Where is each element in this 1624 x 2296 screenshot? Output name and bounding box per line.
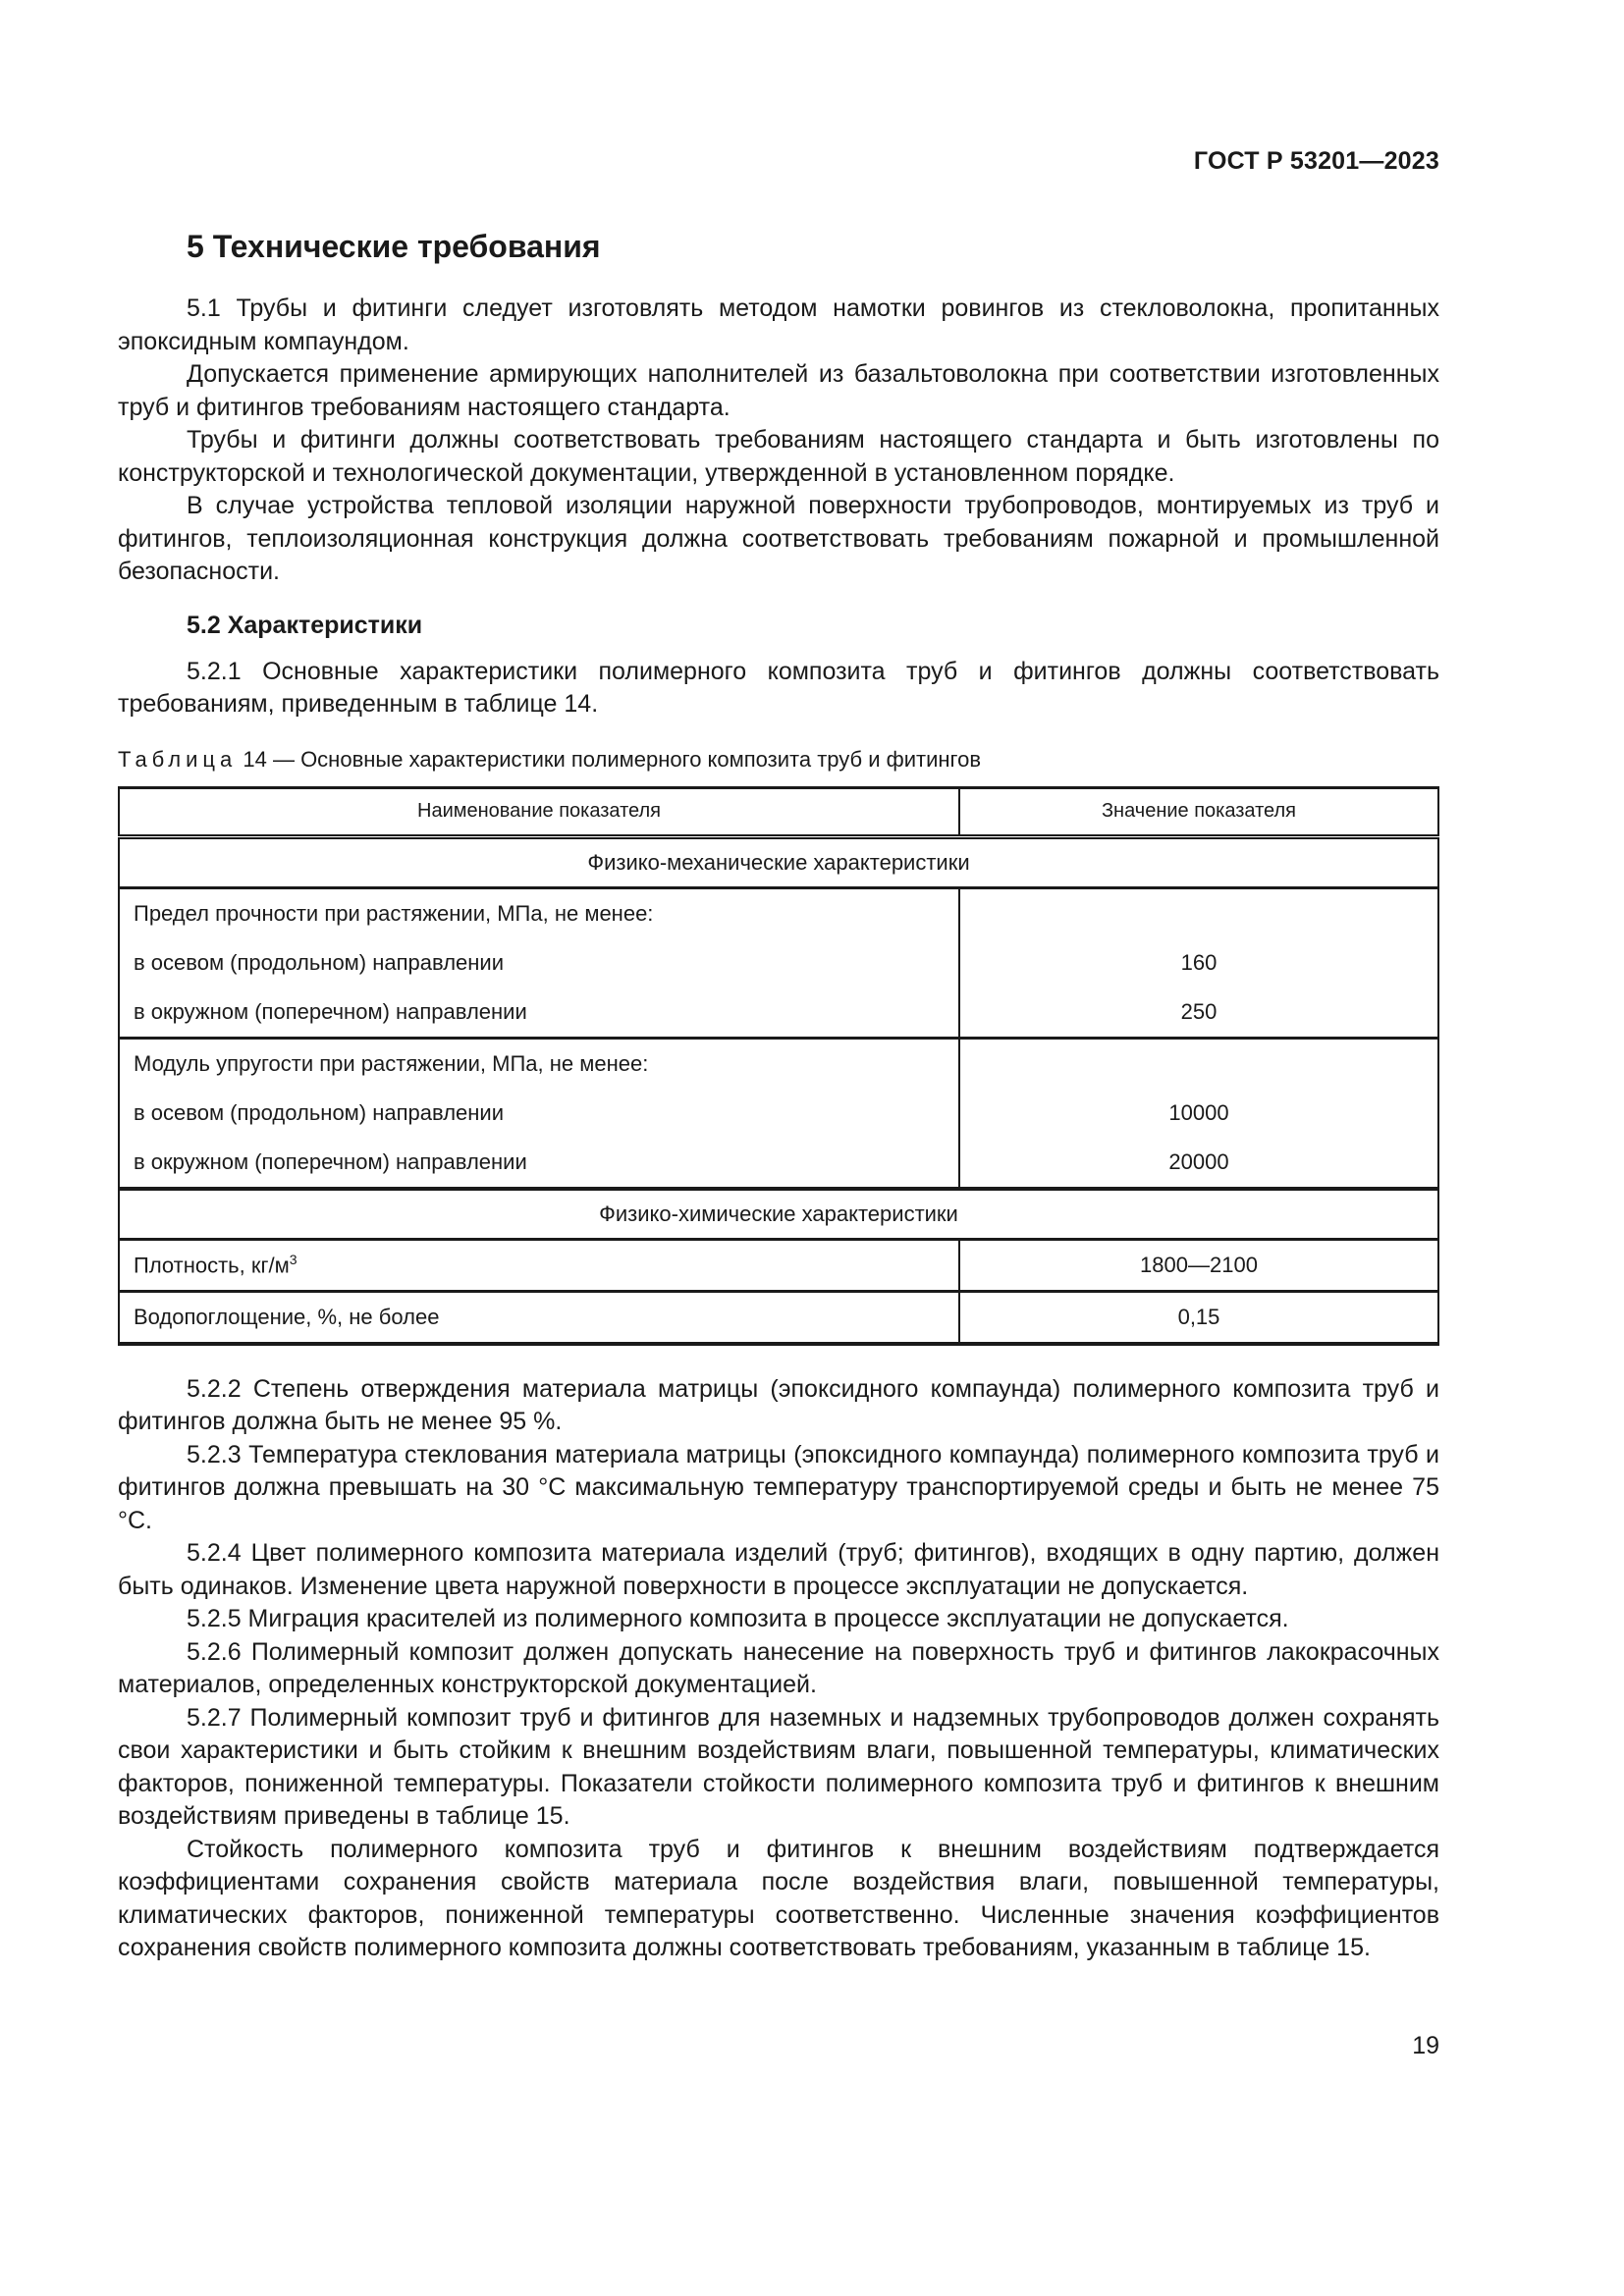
characteristics-table [118,786,1439,1346]
row-value: 20000 [959,1138,1438,1189]
group-title-mechanical: Физико-механические характеристики [119,836,1438,887]
row-name: в окружном (поперечном) направлении [119,1138,959,1189]
header-cell-name: Наименование показателя [119,787,959,836]
group-title-chemical: Физико-химические характеристики [119,1189,1438,1240]
table-group-row [119,836,1438,887]
page-number: 19 [1412,2032,1439,2059]
row-value [959,1038,1438,1089]
table-row [119,938,1438,988]
table-caption-label: Таблица [118,746,238,772]
row-name-density [119,1239,959,1291]
table-row [119,1038,1438,1089]
paragraph-resistance: Стойкость полимерного композита труб и фитингов к внешним воздействиям подтверждается коэффициентами сохранения свойств материала после воздействия влаги, повышенной температуры, климатических факторов, пониженной температуры соответственно. Численные значения коэффициентов сохранения свойств полимерного композита должны соответствовать требованиям, указанным в таблице 15. [118,1835,1439,1961]
row-name: Модуль упругости при растяжении, МПа, не менее: [119,1038,959,1089]
paragraph-5-2-2: 5.2.2 Степень отверждения материала матрицы (эпоксидного компаунда) полимерного композита труб и фитингов должна быть не менее 95 %. [118,1374,1439,1435]
page-content [118,222,1439,1965]
row-value: 160 [959,938,1438,988]
post-table-text [118,1373,1439,1965]
subsection-heading: 5.2 Характеристики [187,611,423,639]
row-value: 250 [959,988,1438,1039]
density-label: Плотность, кг/м [134,1253,290,1278]
paragraph-5-2-4: 5.2.4 Цвет полимерного композита материала изделий (труб; фитингов), входящих в одну партию, должен быть одинаков. Изменение цвета наружной поверхности в процессе эксплуатации не допускается. [118,1539,1439,1600]
paragraph-5-2-3: 5.2.3 Температура стеклования материала матрицы (эпоксидного компаунда) полимерного композита труб и фитингов должна превышать на 30 °C максимальную температуру транспортируемой среды и быть не менее 75 °C. [118,1440,1439,1534]
row-value: 0,15 [959,1291,1438,1344]
table-group-row [119,1189,1438,1240]
table-row [119,988,1438,1039]
header-cell-value: Значение показателя [959,787,1438,836]
table-row [119,1291,1438,1344]
table-row [119,1089,1438,1138]
density-superscript: 3 [289,1251,298,1267]
section-heading: 5 Технические требования [187,229,601,264]
document-id-header: ГОСТ Р 53201—2023 [1193,147,1439,175]
row-name: Предел прочности при растяжении, МПа, не менее: [119,887,959,938]
paragraph-documentation: Трубы и фитинги должны соответствовать требованиям настоящего стандарта и быть изготовлены по конструкторской и технологической документации, утвержденной в установленном порядке. [118,426,1439,487]
table-caption [118,745,1439,774]
row-value: 1800—2100 [959,1239,1438,1291]
table-row [119,1138,1438,1189]
table-header-row [119,787,1438,836]
row-value [959,887,1438,938]
row-name: в окружном (поперечном) направлении [119,988,959,1039]
paragraph-basalt: Допускается применение армирующих наполнителей из базальтоволокна при соответствии изготовленных труб и фитингов требованиям настоящего стандарта. [118,360,1439,421]
paragraph-5-1: 5.1 Трубы и фитинги следует изготовлять методом намотки ровингов из стекловолокна, пропитанных эпоксидным компаундом. [118,294,1439,355]
row-name: в осевом (продольном) направлении [119,1089,959,1138]
paragraph-5-2-1: 5.2.1 Основные характеристики полимерного композита труб и фитингов должны соответствовать требованиям, приведенным в таблице 14. [118,657,1439,718]
paragraph-5-2-5: 5.2.5 Миграция красителей из полимерного композита в процессе эксплуатации не допускается. [187,1605,1289,1632]
paragraph-insulation: В случае устройства тепловой изоляции наружной поверхности трубопроводов, монтируемых из труб и фитингов, теплоизоляционная конструкция должна соответствовать требованиям пожарной и промышленной безопасности. [118,492,1439,585]
paragraph-5-2-7: 5.2.7 Полимерный композит труб и фитингов для наземных и надземных трубопроводов должен сохранять свои характеристики и быть стойким к внешним воздействиям влаги, повышенной температуры, климатических факторов, пониженной температуры. Показатели стойкости полимерного композита труб и фитингов к внешним воздействиям приведены в таблице 15. [118,1703,1439,1830]
row-name: Водопоглощение, %, не более [119,1291,959,1344]
table-row [119,887,1438,938]
row-value: 10000 [959,1089,1438,1138]
paragraph-5-2-6: 5.2.6 Полимерный композит должен допускать нанесение на поверхность труб и фитингов лакокрасочных материалов, определенных конструкторской документацией. [118,1637,1439,1698]
table-caption-text: 14 — Основные характеристики полимерного композита труб и фитингов [237,746,982,772]
table-row [119,1239,1438,1291]
row-name: в осевом (продольном) направлении [119,938,959,988]
